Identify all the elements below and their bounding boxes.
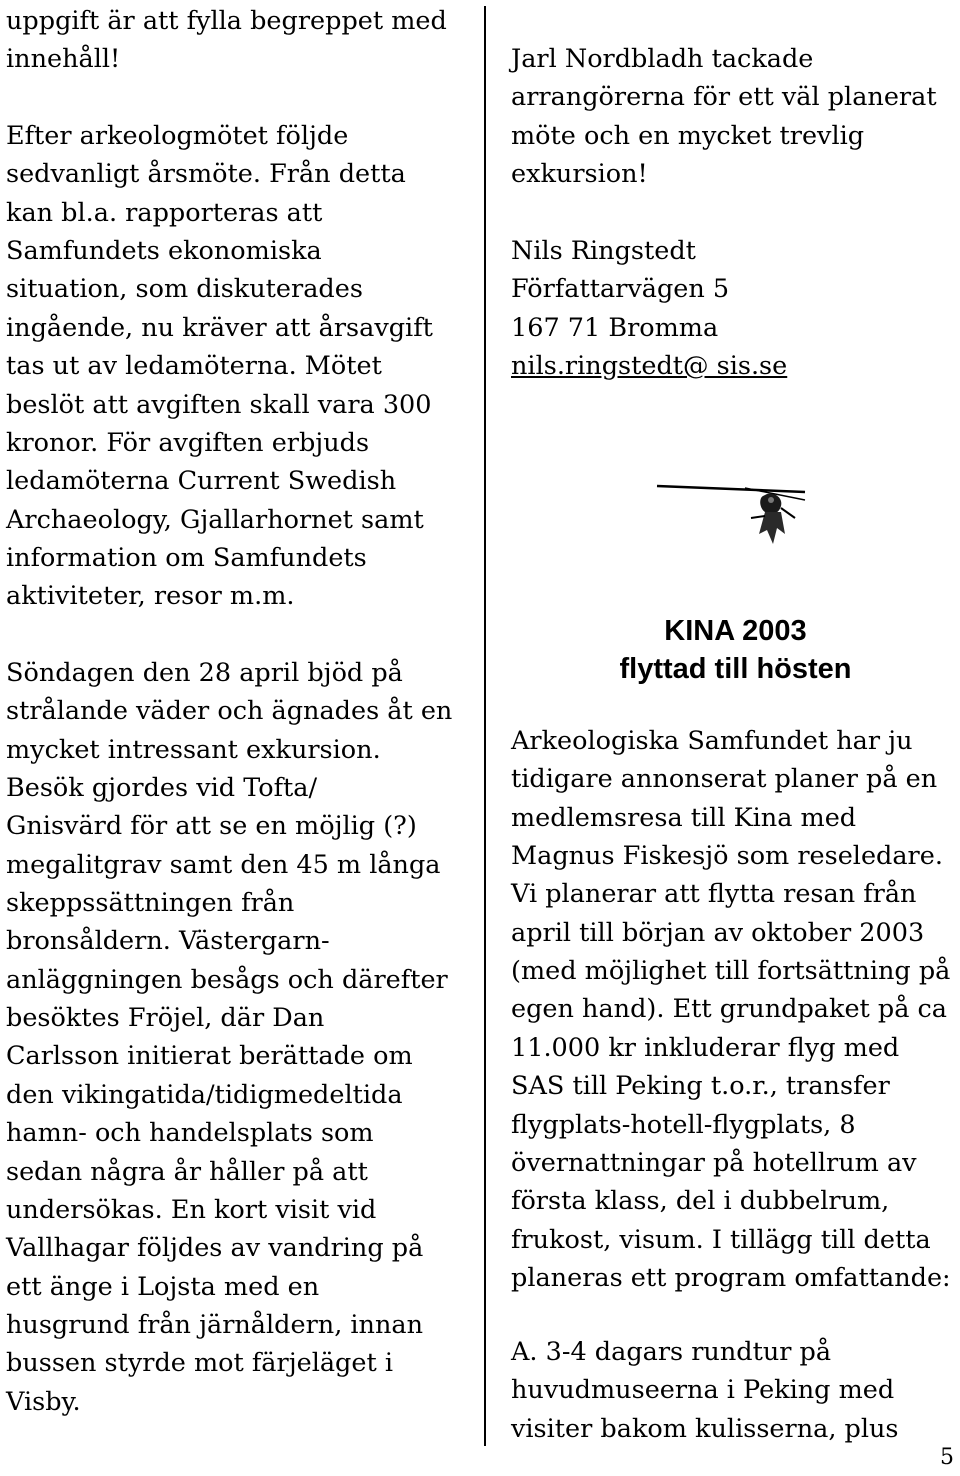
text-line: Arkeologiska Samfundet har ju xyxy=(511,726,913,756)
address-line: 167 71 Bromma xyxy=(511,312,719,343)
address-line: Nils Ringstedt xyxy=(511,236,696,266)
text-line: SAS till Peking t.o.r., transfer xyxy=(511,1071,890,1102)
text-line: flygplats-hotell-flygplats, 8 xyxy=(511,1109,856,1140)
text-line: Samfundets ekonomiska xyxy=(6,236,322,267)
list-line: huvudmuseerna i Peking med xyxy=(511,1375,895,1406)
text-line: Magnus Fiskesjö som reseledare. xyxy=(511,841,943,872)
kina-heading-line2: flyttad till hösten xyxy=(619,653,852,685)
text-line: (med möjlighet till fortsättning på xyxy=(511,956,951,987)
list-line: visiter bakom kulisserna, plus xyxy=(511,1413,899,1444)
text-line: bussen styrde mot färjeläget i xyxy=(6,1348,393,1379)
text-line: skeppssättningen från xyxy=(6,888,295,919)
list-line: A. 3-4 dagars rundtur på xyxy=(511,1337,832,1367)
text-line: Gnisvärd för att se en möjlig (?) xyxy=(6,811,417,842)
text-line: innehåll! xyxy=(6,44,121,75)
text-line: den vikingatida/tidigmedeltida xyxy=(6,1079,403,1110)
text-line: egen hand). Ett grundpaket på ca xyxy=(511,994,948,1025)
text-line: exkursion! xyxy=(511,159,648,190)
text-line: strålande väder och ägnades åt en xyxy=(6,696,453,727)
text-line: tidigare annonserat planer på en xyxy=(511,764,938,795)
text-line: kronor. För avgiften erbjuds xyxy=(6,427,370,458)
text-line: planeras ett program omfattande: xyxy=(511,1262,951,1293)
text-line: medlemsresa till Kina med xyxy=(511,802,857,833)
text-line: tas ut av ledamöterna. Mötet xyxy=(6,351,382,382)
text-line: beslöt att avgiften skall vara 300 xyxy=(6,389,432,420)
text-line: Carlsson initierat berättade om xyxy=(6,1041,413,1072)
text-line: Vi planerar att flytta resan från xyxy=(511,879,917,910)
text-line: möte och en mycket trevlig xyxy=(511,120,865,151)
text-line: husgrund från järnåldern, innan xyxy=(6,1309,424,1340)
text-line: Söndagen den 28 april bjöd på xyxy=(6,657,403,688)
warrior-illustration xyxy=(655,478,815,548)
text-line: första klass, del i dubbelrum, xyxy=(511,1186,890,1217)
text-line: april till början av oktober 2003 xyxy=(511,917,925,948)
text-line: Visby. xyxy=(6,1386,81,1417)
text-line: arrangörerna för ett väl planerat xyxy=(511,82,937,113)
text-line: mycket intressant exkursion. xyxy=(6,734,381,765)
column-divider xyxy=(484,6,486,1446)
text-line: övernattningar på hotellrum av xyxy=(511,1147,917,1178)
text-line: information om Samfundets xyxy=(6,542,367,573)
text-line: 11.000 kr inkluderar flyg med xyxy=(511,1032,900,1063)
text-line: Efter arkeologmötet följde xyxy=(6,121,349,152)
text-line: ledamöterna Current Swedish xyxy=(6,466,397,497)
text-line: uppgift är att fylla begreppet med xyxy=(6,6,447,36)
text-line: hamn- och handelsplats som xyxy=(6,1118,374,1149)
text-line: Jarl Nordbladh tackade xyxy=(511,44,814,74)
text-line: ett änge i Lojsta med en xyxy=(6,1271,320,1302)
text-line: anläggningen besågs och därefter xyxy=(6,964,448,995)
text-line: situation, som diskuterades xyxy=(6,274,363,305)
text-line: aktiviteter, resor m.m. xyxy=(6,581,295,612)
text-line: sedvanligt årsmöte. Från detta xyxy=(6,159,406,190)
page-number: 5 xyxy=(940,1445,954,1470)
text-line: kan bl.a. rapporteras att xyxy=(6,197,323,228)
text-line: ingående, nu kräver att årsavgift xyxy=(6,312,433,343)
text-line: besöktes Fröjel, där Dan xyxy=(6,1003,325,1034)
text-line: frukost, visum. I tillägg till detta xyxy=(511,1224,931,1255)
text-line: undersökas. En kort visit vid xyxy=(6,1194,377,1225)
text-line: sedan några år håller på att xyxy=(6,1156,368,1187)
email-link[interactable]: nils.ringstedt@ sis.se xyxy=(511,351,788,382)
text-line: Archaeology, Gjallarhornet samt xyxy=(6,504,424,535)
text-line: Besök gjordes vid Tofta/ xyxy=(6,773,318,803)
text-line: bronsåldern. Västergarn- xyxy=(6,926,330,957)
address-line: Författarvägen 5 xyxy=(511,274,730,305)
text-line: Vallhagar följdes av vandring på xyxy=(6,1233,424,1264)
kina-heading-line1: KINA 2003 xyxy=(664,615,807,647)
text-line: megalitgrav samt den 45 m långa xyxy=(6,849,441,880)
